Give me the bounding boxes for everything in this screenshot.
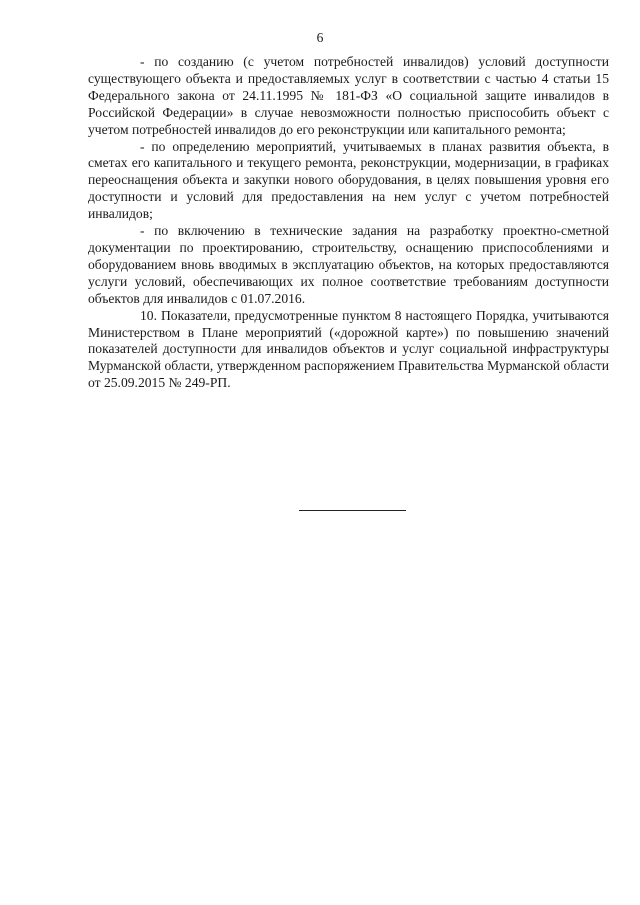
document-body	[88, 54, 609, 392]
end-separator-line	[299, 510, 406, 511]
page-number: 6	[316, 30, 324, 45]
paragraph-technical-specifications: - по включению в технические задания на разработку проектно-сметной документации по проектированию, строительству, оснащению приспособлениями и оборудованием вновь вводимых в эксплуатацию объектов, на которых предоставляются услуги условий, обеспечивающих их полное соответствие требованиям доступности объектов для инвалидов с 01.07.2016.	[88, 223, 609, 306]
paragraph-item-10-indicators: 10. Показатели, предусмотренные пунктом 8 настоящего Порядка, учитываются Министерством в Плане мероприятий («дорожной карте») по повышению значений показателей доступности для инвалидов объектов и услуг социальной инфраструктуры Мурманской области, утвержденном распоряжением Правительства Мурманской области от 25.09.2015 № 249-РП.	[88, 307, 609, 391]
paragraph-development-plans: - по определению мероприятий, учитываемых в планах развития объекта, в сметах его капитального и текущего ремонта, реконструкции, модернизации, в графиках переоснащения объекта и закупки нового оборудования, в целях повышения уровня его доступности и условий для предоставления на нем услуг с учетом потребностей инвалидов;	[88, 138, 609, 222]
paragraph-accessibility-conditions: - по созданию (с учетом потребностей инвалидов) условий доступности существующего объекта и предоставляемых услуг в соответствии с частью 4 статьи 15 Федерального закона от 24.11.1995 № 181-ФЗ «О социальной защите инвалидов в Российской Федерации» в случае невозможности полностью приспособить объект с учетом потребностей инвалидов до его реконструкции или капитального ремонта;	[88, 54, 609, 137]
